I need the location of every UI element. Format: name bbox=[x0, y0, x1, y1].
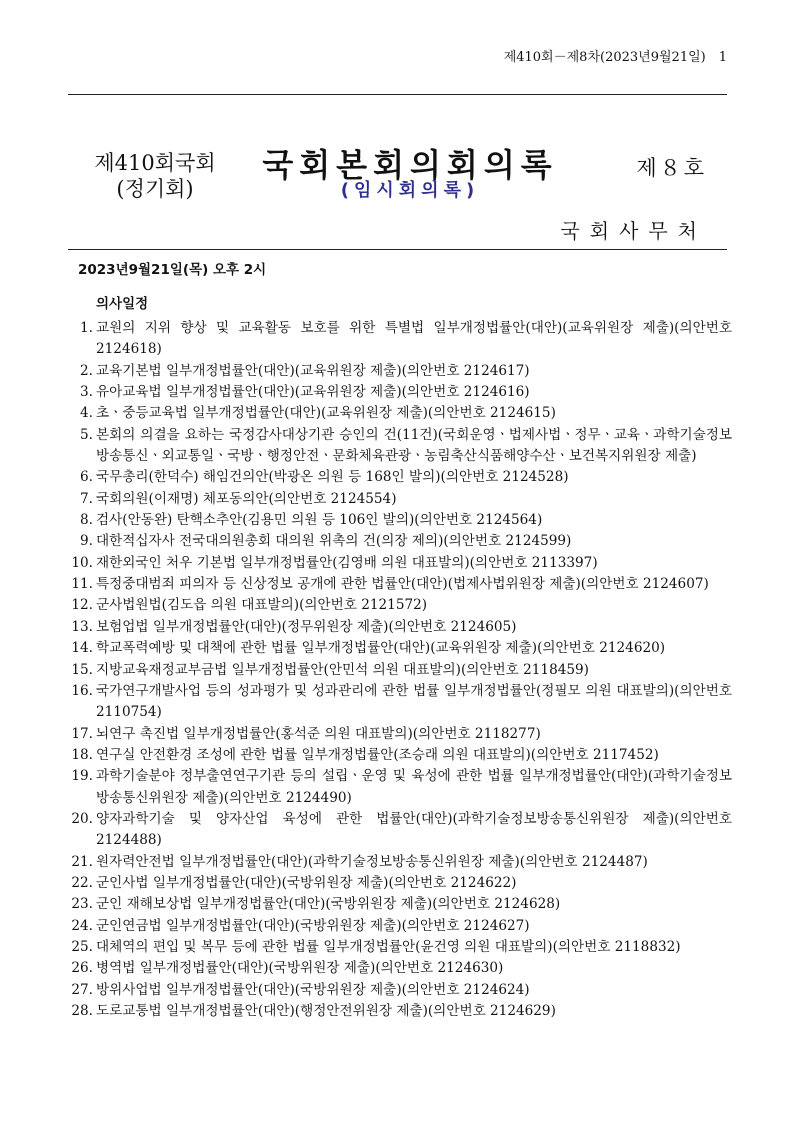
agenda-item bbox=[60, 724, 732, 745]
agenda-item-text: 원자력안전법 일부개정법률안(대안)(과학기술정보방송통신위원장 제출)(의안번호 2124487) bbox=[96, 853, 648, 870]
agenda-item-text: 본회의 의결을 요하는 국정감사대상기관 승인의 건(11건)(국회운영ㆍ법제사법ㆍ정무ㆍ교육ㆍ과학기술정보방송통신ㆍ외교통일ㆍ국방ㆍ행정안전ㆍ문화체육관광ㆍ농림축산식품해양수산ㆍ보건복지위원장 제출) bbox=[96, 426, 732, 465]
agenda-item bbox=[60, 553, 732, 574]
agenda-item-text: 도로교통법 일부개정법률안(대안)(행정안전위원장 제출)(의안번호 2124629) bbox=[96, 1003, 556, 1019]
agenda-item-number: 22. bbox=[71, 874, 93, 891]
agenda-item bbox=[60, 894, 732, 915]
agenda-item-text: 국회의원(이재명) 체포동의안(의안번호 2124554) bbox=[96, 490, 397, 507]
agenda-item bbox=[60, 958, 732, 979]
agenda-item-number: 8. bbox=[80, 512, 93, 529]
agenda-item bbox=[60, 660, 732, 681]
agenda-item-text: 병역법 일부개정법률안(대안)(국방위원장 제출)(의안번호 2124630) bbox=[96, 960, 504, 977]
title-divider bbox=[68, 249, 727, 250]
document-title: 국회본회의회의록 bbox=[262, 146, 558, 184]
agenda-item-number: 19. bbox=[71, 768, 93, 785]
agenda-item-number: 28. bbox=[71, 1003, 93, 1019]
agenda-item-number: 24. bbox=[71, 917, 93, 934]
agenda-item-text: 국무총리(한덕수) 해임건의안(박광온 의원 등 168인 발의)(의안번호 2124528) bbox=[96, 469, 569, 486]
agenda-item-number: 16. bbox=[71, 682, 93, 699]
agenda-item-number: 6. bbox=[80, 469, 93, 486]
session-number: 제410회국회 bbox=[94, 151, 216, 175]
agenda-item-number: 17. bbox=[71, 725, 93, 742]
agenda-item bbox=[60, 1001, 732, 1022]
agenda-item bbox=[60, 745, 732, 766]
agenda-item bbox=[60, 809, 732, 852]
agenda-item-text: 군사법원법(김도읍 의원 대표발의)(의안번호 2121572) bbox=[96, 597, 428, 614]
agenda-item bbox=[60, 531, 732, 552]
agenda-item-text: 연구실 안전환경 조성에 관한 법률 일부개정법률안(조승래 의원 대표발의)(의안번호 2117452) bbox=[96, 746, 659, 763]
agenda-item-text: 대체역의 편입 및 복무 등에 관한 법률 일부개정법률안(윤건영 의원 대표발의)(의안번호 2118832) bbox=[96, 938, 681, 955]
agenda-item bbox=[60, 489, 732, 510]
agenda-item-text: 교원의 지위 향상 및 교육활동 보호를 위한 특별법 일부개정법률안(대안)(교육위원장 제출)(의안번호 2124618) bbox=[96, 320, 732, 358]
agenda-item-text: 국가연구개발사업 등의 성과평가 및 성과관리에 관한 법률 일부개정법률안(정필모 의원 대표발의)(의안번호 2110754) bbox=[96, 682, 732, 721]
session-type: (정기회) bbox=[116, 177, 194, 201]
agenda-item bbox=[60, 574, 732, 595]
agenda-item-number: 15. bbox=[71, 661, 93, 678]
agenda-item-text: 방위사업법 일부개정법률안(대안)(국방위원장 제출)(의안번호 2124624) bbox=[96, 981, 530, 998]
issuing-office: 국회사무처 bbox=[560, 219, 707, 243]
agenda-item bbox=[60, 766, 732, 809]
agenda-item bbox=[60, 852, 732, 873]
agenda-item-number: 18. bbox=[71, 746, 93, 763]
agenda-heading: 의사일정 bbox=[96, 296, 149, 312]
agenda-item bbox=[60, 382, 732, 403]
agenda-item-text: 학교폭력예방 및 대책에 관한 법률 일부개정법률안(대안)(교육위원장 제출)(의안번호 2124620) bbox=[96, 640, 666, 657]
agenda-item bbox=[60, 595, 732, 616]
issue-number: 제８호 bbox=[636, 156, 707, 180]
agenda-item-text: 군인연금법 일부개정법률안(대안)(국방위원장 제출)(의안번호 2124627) bbox=[96, 917, 530, 934]
agenda-item-text: 군인사법 일부개정법률안(대안)(국방위원장 제출)(의안번호 2124622) bbox=[96, 874, 517, 891]
agenda-item bbox=[60, 617, 732, 638]
agenda-item-number: 9. bbox=[80, 533, 93, 550]
agenda-item bbox=[60, 403, 732, 424]
agenda-item-number: 11. bbox=[71, 576, 93, 593]
agenda-item-number: 12. bbox=[71, 597, 93, 614]
agenda-item-text: 과학기술분야 정부출연연구기관 등의 설립ㆍ운영 및 육성에 관한 법률 일부개정법률안(대안)(과학기술정보방송통신위원장 제출)(의안번호 2124490) bbox=[96, 768, 732, 806]
agenda-item bbox=[60, 873, 732, 894]
agenda-item-number: 25. bbox=[71, 938, 93, 955]
session-info bbox=[90, 150, 220, 202]
agenda-item bbox=[60, 681, 732, 724]
agenda-item-text: 특정중대범죄 피의자 등 신상정보 공개에 관한 법률안(대안)(법제사법위원장 제출)(의안번호 2124607) bbox=[96, 576, 709, 593]
agenda-item-number: 10. bbox=[71, 554, 93, 571]
agenda-item-text: 대한적십자사 전국대의원총회 대의원 위촉의 건(의장 제의)(의안번호 2124599) bbox=[96, 533, 572, 550]
document-subtitle: (임시회의록) bbox=[340, 180, 480, 201]
agenda-item bbox=[60, 980, 732, 1001]
agenda-item-text: 보험업법 일부개정법률안(대안)(정무위원장 제출)(의안번호 2124605) bbox=[96, 618, 517, 635]
agenda-item-number: 4. bbox=[80, 405, 93, 422]
agenda-item-number: 23. bbox=[71, 896, 93, 913]
agenda-item-text: 군인 재해보상법 일부개정법률안(대안)(국방위원장 제출)(의안번호 2124628) bbox=[96, 896, 561, 913]
agenda-item-text: 교육기본법 일부개정법률안(대안)(교육위원장 제출)(의안번호 2124617) bbox=[96, 362, 530, 379]
agenda-item-number: 2. bbox=[80, 362, 93, 379]
agenda-item-text: 검사(안동완) 탄핵소추안(김용민 의원 등 106인 발의)(의안번호 2124564) bbox=[96, 512, 543, 529]
header-divider bbox=[68, 94, 727, 95]
agenda-item-number: 13. bbox=[71, 618, 93, 635]
running-header: 제410회－제8차(2023년9월21일) 1 bbox=[503, 50, 727, 65]
agenda-item bbox=[60, 510, 732, 531]
agenda-item-text: 재한외국인 처우 기본법 일부개정법률안(김영배 의원 대표발의)(의안번호 2113397) bbox=[96, 554, 598, 571]
agenda-item-text: 지방교육재정교부금법 일부개정법률안(안민석 의원 대표발의)(의안번호 2118459) bbox=[96, 661, 589, 678]
agenda-item-number: 21. bbox=[71, 853, 93, 870]
agenda-item bbox=[60, 638, 732, 659]
agenda-item-text: 뇌연구 촉진법 일부개정법률안(홍석준 의원 대표발의)(의안번호 2118277) bbox=[96, 725, 541, 742]
agenda-item-text: 유아교육법 일부개정법률안(대안)(교육위원장 제출)(의안번호 2124616) bbox=[96, 384, 530, 401]
agenda-list bbox=[60, 318, 732, 1022]
agenda-item-number: 3. bbox=[80, 384, 93, 401]
agenda-item-number: 14. bbox=[71, 640, 93, 657]
agenda-item-number: 20. bbox=[71, 810, 93, 827]
agenda-item-text: 초ㆍ중등교육법 일부개정법률안(대안)(교육위원장 제출)(의안번호 2124615) bbox=[96, 405, 556, 422]
agenda-item bbox=[60, 318, 732, 361]
agenda-item bbox=[60, 937, 732, 958]
agenda-item-number: 26. bbox=[71, 960, 93, 977]
agenda-item bbox=[60, 916, 732, 937]
agenda-item bbox=[60, 467, 732, 488]
agenda-item-text: 양자과학기술 및 양자산업 육성에 관한 법률안(대안)(과학기술정보방송통신위원장 제출)(의안번호 2124488) bbox=[96, 810, 732, 849]
agenda-item bbox=[60, 425, 732, 468]
agenda-item-number: 5. bbox=[80, 426, 93, 443]
meeting-date: 2023년9월21일(목) 오후 2시 bbox=[78, 262, 267, 278]
agenda-item-number: 7. bbox=[80, 490, 93, 507]
agenda-item-number: 27. bbox=[71, 981, 93, 998]
agenda-item bbox=[60, 361, 732, 382]
agenda-item-number: 1. bbox=[80, 320, 93, 336]
